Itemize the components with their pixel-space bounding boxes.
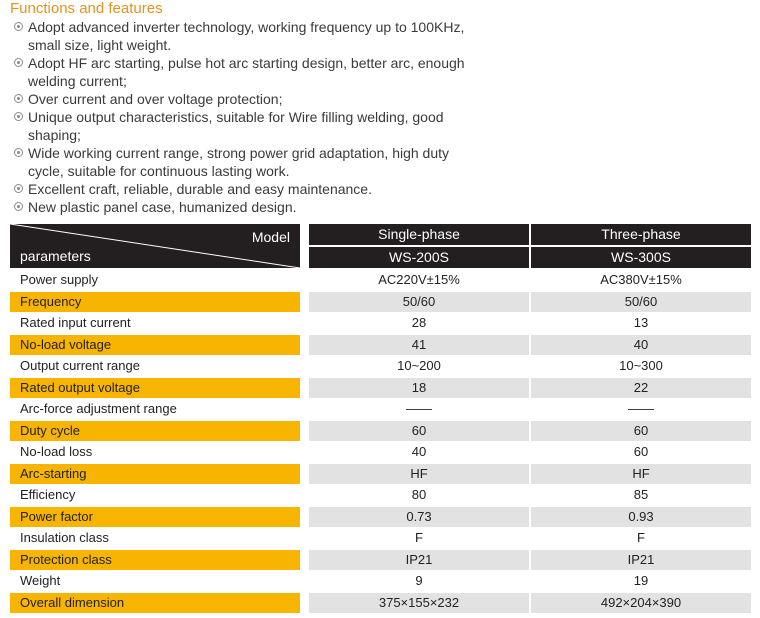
column-phase: Single-phase xyxy=(309,224,529,245)
value-ws-300s: 85 xyxy=(633,487,649,502)
row-label: Frequency xyxy=(10,292,300,312)
value-ws-300s: —— xyxy=(628,401,654,416)
column-header-ws-300s xyxy=(531,224,751,268)
value-ws-200s: 375×155×232 xyxy=(309,593,529,613)
column-header-ws-200s xyxy=(309,224,529,268)
table-row xyxy=(10,356,751,378)
table-row xyxy=(10,313,751,335)
table-row xyxy=(10,507,751,529)
row-label: Arc-force adjustment range xyxy=(20,401,177,416)
circle-bullet-icon xyxy=(14,184,23,193)
circle-bullet-icon xyxy=(14,148,23,157)
feature-text: Adopt advanced inverter technology, working frequency up to 100KHz, small size, light weight. xyxy=(28,19,465,53)
spec-table-body xyxy=(10,270,751,614)
feature-text: Wide working current range, strong power grid adaptation, high duty cycle, suitable for continuous lasting work. xyxy=(28,145,450,179)
row-label: Power supply xyxy=(20,272,99,287)
value-ws-200s: 40 xyxy=(411,444,427,459)
spec-table xyxy=(10,224,751,610)
circle-bullet-icon xyxy=(14,22,23,31)
value-ws-200s: 0.73 xyxy=(309,507,529,527)
features-list xyxy=(14,18,474,216)
row-label: Arc-starting xyxy=(10,464,300,484)
circle-bullet-icon xyxy=(14,94,23,103)
row-label: Weight xyxy=(20,573,61,588)
value-ws-200s: HF xyxy=(309,464,529,484)
circle-bullet-icon xyxy=(14,202,23,211)
value-ws-300s: 22 xyxy=(531,378,751,398)
feature-text: Adopt HF arc starting, pulse hot arc starting design, better arc, enough welding current; xyxy=(28,55,465,89)
table-row xyxy=(10,442,751,464)
row-label: Protection class xyxy=(10,550,300,570)
row-label: No-load voltage xyxy=(10,335,300,355)
value-ws-200s: AC220V±15% xyxy=(378,272,460,287)
feature-text: New plastic panel case, humanized design. xyxy=(28,199,297,215)
value-ws-300s: IP21 xyxy=(531,550,751,570)
row-label: Power factor xyxy=(10,507,300,527)
table-row xyxy=(10,270,751,292)
row-label: Efficiency xyxy=(20,487,76,502)
spec-table-header xyxy=(10,224,751,268)
value-ws-200s: 60 xyxy=(309,421,529,441)
value-ws-300s: 0.93 xyxy=(531,507,751,527)
feature-text: Excellent craft, reliable, durable and easy maintenance. xyxy=(28,181,372,197)
table-row xyxy=(10,378,751,400)
value-ws-300s: 10~300 xyxy=(619,358,663,373)
value-ws-300s: 60 xyxy=(633,444,649,459)
table-row xyxy=(10,292,751,314)
value-ws-200s: 18 xyxy=(309,378,529,398)
table-row xyxy=(10,485,751,507)
value-ws-200s: 41 xyxy=(309,335,529,355)
value-ws-300s: 40 xyxy=(531,335,751,355)
value-ws-200s: 80 xyxy=(411,487,427,502)
value-ws-300s: 19 xyxy=(633,573,649,588)
feature-item xyxy=(14,180,474,198)
value-ws-200s: F xyxy=(415,530,423,545)
feature-item xyxy=(14,144,474,180)
header-parameters-label: parameters xyxy=(20,248,91,264)
row-label: Duty cycle xyxy=(10,421,300,441)
value-ws-200s: 50/60 xyxy=(309,292,529,312)
feature-item xyxy=(14,54,474,90)
header-model-label: Model xyxy=(251,229,290,245)
column-model: WS-200S xyxy=(309,247,529,268)
value-ws-300s: 60 xyxy=(531,421,751,441)
table-row xyxy=(10,335,751,357)
feature-item xyxy=(14,108,474,144)
table-row xyxy=(10,399,751,421)
table-row xyxy=(10,421,751,443)
value-ws-200s: 9 xyxy=(415,573,423,588)
feature-item xyxy=(14,90,474,108)
circle-bullet-icon xyxy=(14,112,23,121)
table-row xyxy=(10,464,751,486)
value-ws-200s: IP21 xyxy=(309,550,529,570)
feature-text: Unique output characteristics, suitable for Wire filling welding, good shaping; xyxy=(28,109,444,143)
value-ws-300s: 50/60 xyxy=(531,292,751,312)
value-ws-300s: 13 xyxy=(633,315,649,330)
row-label: No-load loss xyxy=(20,444,93,459)
row-label: Rated output voltage xyxy=(10,378,300,398)
header-corner-cell xyxy=(10,224,300,268)
value-ws-200s: —— xyxy=(406,401,432,416)
table-row xyxy=(10,550,751,572)
row-label: Rated input current xyxy=(20,315,131,330)
column-phase: Three-phase xyxy=(531,224,751,245)
circle-bullet-icon xyxy=(14,58,23,67)
value-ws-300s: HF xyxy=(531,464,751,484)
feature-text: Over current and over voltage protection; xyxy=(28,91,283,107)
value-ws-200s: 28 xyxy=(411,315,427,330)
value-ws-300s: F xyxy=(637,530,645,545)
value-ws-200s: 10~200 xyxy=(397,358,441,373)
value-ws-300s: 492×204×390 xyxy=(531,593,751,613)
table-row xyxy=(10,528,751,550)
row-label: Output current range xyxy=(20,358,140,373)
feature-item xyxy=(14,198,474,216)
row-label: Overall dimension xyxy=(10,593,300,613)
feature-item xyxy=(14,18,474,54)
features-title: Functions and features xyxy=(10,0,163,17)
table-row xyxy=(10,571,751,593)
table-row xyxy=(10,593,751,615)
value-ws-300s: AC380V±15% xyxy=(600,272,682,287)
row-label: Insulation class xyxy=(20,530,109,545)
column-model: WS-300S xyxy=(531,247,751,268)
